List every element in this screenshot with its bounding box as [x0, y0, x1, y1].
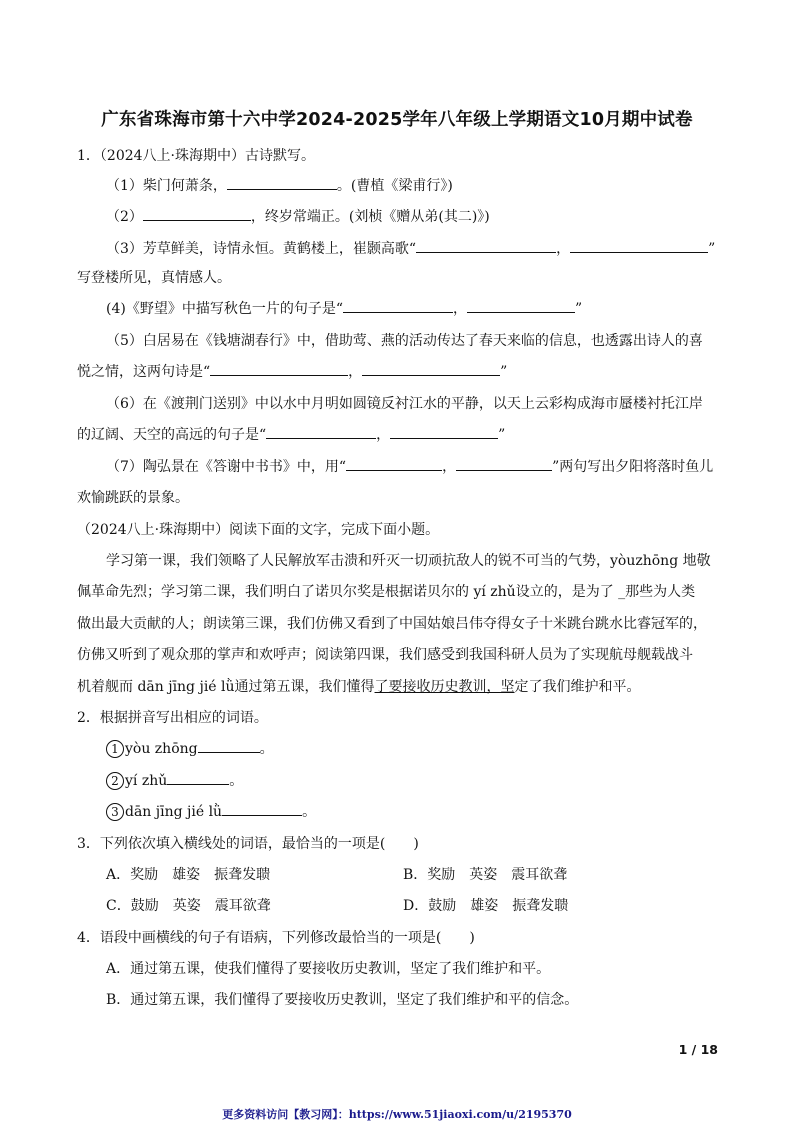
- q1-item-7: （7）陶弘景在《答谢中书书》中，用“ ， ”两句写出夕阳将落时鱼儿: [106, 459, 714, 475]
- answer-blank[interactable]: [222, 802, 302, 816]
- answer-blank[interactable]: [467, 299, 575, 313]
- q1-item-3-cont: 写登楼所见，真情感人。: [77, 270, 231, 286]
- q1-item-5: （5）白居易在《钱塘湖春行》中，借助莺、燕的活动传达了春天来临的信息，也透露出诗人的喜: [106, 333, 703, 349]
- answer-blank[interactable]: [343, 299, 453, 313]
- answer-blank[interactable]: [456, 457, 552, 471]
- q3-header: 3．下列依次填入横线处的词语，最恰当的一项是( ): [77, 836, 419, 852]
- q4-header: 4．语段中画横线的句子有语病，下列修改最恰当的一项是( ): [77, 930, 475, 946]
- circled-number: 2: [106, 772, 124, 790]
- q1-item-1: （1）柴门何萧条， 。(曹植《梁甫行》): [106, 178, 453, 194]
- passage-line-4: 仿佛又听到了观众那的掌声和欢呼声；阅读第四课，我们感受到我国科研人员为了实现航母舰载战斗: [77, 647, 693, 663]
- answer-blank[interactable]: [346, 457, 442, 471]
- circled-number: 1: [106, 740, 124, 758]
- q2-item-3: 3 dān jīng jié lǜ 。: [106, 802, 722, 822]
- answer-blank[interactable]: [362, 362, 500, 376]
- q4-option-b[interactable]: B．通过第五课，我们懂得了要接收历史教训，坚定了我们维护和平的信念。: [106, 992, 579, 1008]
- q1-item-3: （3）芳草鲜美，诗情永恒。黄鹤楼上，崔颢高歌“ ， ”: [106, 241, 716, 257]
- answer-blank[interactable]: [198, 739, 260, 753]
- q2-item-2: 2 yí zhǔ 。: [106, 771, 722, 791]
- q1-item-7-cont: 欢愉跳跃的景象。: [77, 490, 189, 506]
- reading-intro: （2024八上·珠海期中）阅读下面的文字，完成下面小题。: [77, 522, 440, 538]
- q2-item-1: 1 yòu zhōng 。: [106, 739, 722, 759]
- q1-item-6: （6）在《渡荆门送别》中以水中月明如圆镜反衬江水的平静，以天上云彩构成海市蜃楼衬托江岸: [106, 396, 703, 412]
- passage-line-5: 机着舰而 dān jīng jié lǜ通过第五课，我们懂得了要接收历史教训，坚定了我们维护和平。: [77, 679, 641, 695]
- q3-option-d[interactable]: D．鼓励 雄姿 振聋发聩: [403, 898, 569, 914]
- passage-line-2: 佩革命先烈；学习第二课，我们明白了诺贝尔奖是根据诺贝尔的 yí zhǔ设立的，是为了 _那些为人类: [77, 584, 696, 600]
- footer-link[interactable]: 更多资料访问【教习网】：https://www.51jiaoxi.com/u/2195370: [222, 1108, 572, 1121]
- passage-line-3: 做出最大贡献的人；朗读第三课，我们仿佛又看到了中国姑娘吕伟夺得女子十米跳台跳水比睿冠军的，: [77, 616, 707, 632]
- answer-blank[interactable]: [416, 239, 556, 253]
- answer-blank[interactable]: [210, 362, 348, 376]
- q1-header: 1．（2024八上·珠海期中）古诗默写。: [77, 148, 315, 164]
- answer-blank[interactable]: [167, 771, 229, 785]
- q1-item-2: （2） ，终岁常端正。(刘桢《赠从弟(其二)》): [106, 209, 490, 225]
- passage-line-1: 学习第一课，我们领略了人民解放军击溃和歼灭一切顽抗敌人的锐不可当的气势，yòuzhōng 地敬: [106, 553, 711, 569]
- page-number: 1 / 18: [678, 1042, 718, 1057]
- q1-item-5-cont: 悦之情，这两句诗是“ ， ”: [77, 364, 508, 380]
- answer-blank[interactable]: [227, 176, 337, 190]
- q2-header: 2．根据拼音写出相应的词语。: [77, 710, 268, 726]
- circled-number: 3: [106, 803, 124, 821]
- answer-blank[interactable]: [143, 207, 251, 221]
- answer-blank[interactable]: [390, 425, 498, 439]
- q1-item-6-cont: 的辽阔、天空的高远的句子是“ ， ”: [77, 427, 506, 443]
- q1-item-4: (4)《野望》中描写秋色一片的句子是“ ， ”: [106, 301, 583, 317]
- q3-option-b[interactable]: B．奖励 英姿 震耳欲聋: [403, 867, 568, 883]
- q3-option-a[interactable]: A．奖励 雄姿 振聋发聩: [106, 867, 271, 883]
- q4-option-a[interactable]: A．通过第五课，使我们懂得了要接收历史教训，坚定了我们维护和平。: [106, 961, 551, 977]
- page-title: 广东省珠海市第十六中学2024-2025学年八年级上学期语文10月期中试卷: [101, 110, 693, 130]
- answer-blank[interactable]: [570, 239, 708, 253]
- q3-option-c[interactable]: C．鼓励 英姿 震耳欲聋: [106, 898, 271, 914]
- underlined-sentence: 了要接收历史教训，坚: [374, 679, 515, 695]
- answer-blank[interactable]: [266, 425, 376, 439]
